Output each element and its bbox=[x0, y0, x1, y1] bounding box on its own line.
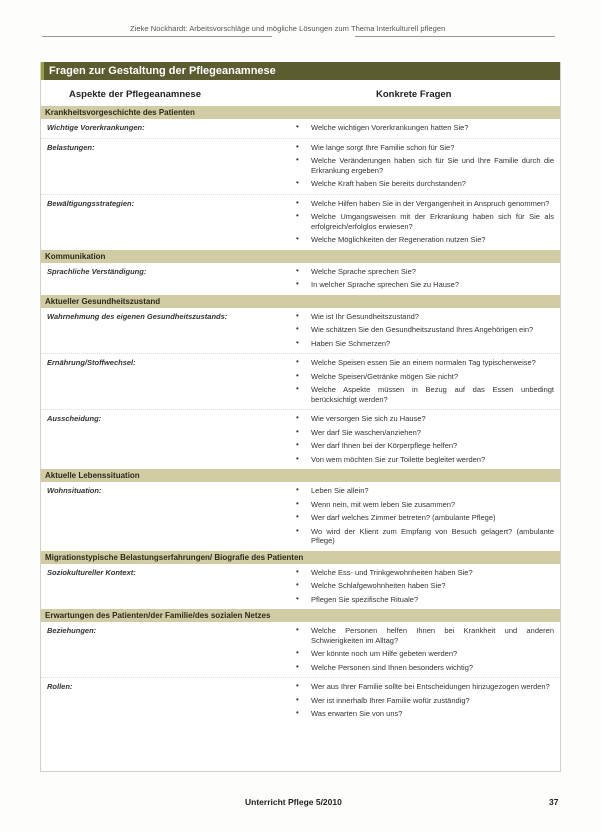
column-header-questions: Konkrete Fragen bbox=[376, 89, 452, 100]
section bbox=[41, 250, 560, 295]
table-row bbox=[41, 308, 560, 355]
page-number: 37 bbox=[549, 797, 559, 807]
question-item: • Wer darf welches Zimmer betreten? (ambulante Pflege) bbox=[291, 511, 554, 525]
aspect-label: Belastungen: bbox=[47, 142, 95, 152]
question-item: • Welche Hilfen haben Sie in der Vergangenheit in Anspruch genommen? bbox=[291, 197, 554, 211]
question-item: • Welche Aspekte müssen in Bezug auf das Essen unbedingt berücksichtigt werden? bbox=[291, 383, 554, 406]
table-row bbox=[41, 678, 560, 724]
table-row bbox=[41, 622, 560, 678]
question-item: • Welche Schlafgewohnheiten haben Sie? bbox=[291, 579, 554, 593]
section-heading: Kommunikation bbox=[41, 250, 560, 263]
question-item: • Wenn nein, mit wem leben Sie zusammen? bbox=[291, 498, 554, 512]
table-row bbox=[41, 354, 560, 410]
section bbox=[41, 295, 560, 470]
section-heading: Erwartungen des Patienten/der Familie/des sozialen Netzes bbox=[41, 609, 560, 622]
column-headers bbox=[41, 80, 560, 106]
table-row bbox=[41, 482, 560, 551]
question-item: • Wo wird der Klient zum Empfang von Besuch gelagert? (ambulante Pflege) bbox=[291, 525, 554, 548]
question-list bbox=[291, 678, 560, 724]
question-item: • Wie schätzen Sie den Gesundheitszustand Ihres Angehörigen ein? bbox=[291, 323, 554, 337]
question-item: • Was erwarten Sie von uns? bbox=[291, 707, 554, 721]
question-list bbox=[291, 263, 560, 295]
section bbox=[41, 106, 560, 250]
question-list bbox=[291, 195, 560, 250]
question-list bbox=[291, 119, 560, 138]
header-rule bbox=[42, 36, 272, 37]
question-list bbox=[291, 482, 560, 551]
question-list bbox=[291, 139, 560, 194]
question-item: • Welche Personen helfen Ihnen bei Krankheit und anderen Schwierigkeiten im Alltag? bbox=[291, 624, 554, 647]
header-rule bbox=[355, 36, 555, 37]
question-item: • Welche Speisen/Getränke mögen Sie nicht? bbox=[291, 370, 554, 384]
table-row bbox=[41, 195, 560, 250]
aspect-label: Ernährung/Stoffwechsel: bbox=[47, 358, 136, 367]
section-heading: Aktueller Gesundheitszustand bbox=[41, 295, 560, 308]
running-header: Zieke Nockhardt: Arbeitsvorschläge und mögliche Lösungen zum Thema Interkulturell pflegen bbox=[130, 24, 446, 33]
question-item: • Pflegen Sie spezifische Rituale? bbox=[291, 593, 554, 607]
aspect-label: Bewältigungsstrategien: bbox=[47, 198, 135, 208]
section-list bbox=[41, 106, 560, 724]
question-item: • Welche Personen sind Ihnen besonders wichtig? bbox=[291, 661, 554, 675]
question-item: • Wer darf Ihnen bei der Körperpflege helfen? bbox=[291, 439, 554, 453]
question-item: • Wie ist Ihr Gesundheitszustand? bbox=[291, 310, 554, 324]
question-item: • Wie lange sorgt Ihre Familie schon für Sie? bbox=[291, 141, 554, 155]
section-heading: Aktuelle Lebenssituation bbox=[41, 469, 560, 482]
question-item: • Welche wichtigen Vorerkrankungen hatten Sie? bbox=[291, 121, 554, 135]
question-list bbox=[291, 622, 560, 677]
footer-journal: Unterricht Pflege 5/2010 bbox=[245, 797, 342, 807]
question-list bbox=[291, 308, 560, 354]
table-row bbox=[41, 564, 560, 610]
question-item: • Wie versorgen Sie sich zu Hause? bbox=[291, 412, 554, 426]
aspect-label: Wahrnehmung des eigenen Gesundheitszustands: bbox=[47, 311, 228, 321]
question-list bbox=[291, 564, 560, 610]
question-item: • Wer darf Sie waschen/anziehen? bbox=[291, 426, 554, 440]
section bbox=[41, 551, 560, 610]
question-item: • In welcher Sprache sprechen Sie zu Hause? bbox=[291, 278, 554, 292]
question-item: • Welche Kraft haben Sie bereits durchstanden? bbox=[291, 177, 554, 191]
aspect-label: Beziehungen: bbox=[47, 626, 97, 635]
question-list bbox=[291, 354, 560, 409]
table-row bbox=[41, 263, 560, 295]
aspect-label: Sprachliche Verständigung: bbox=[47, 266, 147, 276]
question-item: • Haben Sie Schmerzen? bbox=[291, 337, 554, 351]
question-item: • Wer könnte noch um Hilfe gebeten werden? bbox=[291, 647, 554, 661]
table-row bbox=[41, 139, 560, 195]
section-heading: Krankheitsvorgeschichte des Patienten bbox=[41, 106, 560, 119]
question-item: • Wer ist innerhalb Ihrer Familie wofür zuständig? bbox=[291, 694, 554, 708]
card-title: Fragen zur Gestaltung der Pflegeanamnese bbox=[41, 62, 560, 80]
question-item: • Welche Veränderungen haben sich für Sie und Ihre Familie durch die Erkrankung ergeben? bbox=[291, 154, 554, 177]
question-list bbox=[291, 410, 560, 469]
section-heading: Migrationstypische Belastungserfahrungen/ Biografie des Patienten bbox=[41, 551, 560, 564]
question-item: • Leben Sie allein? bbox=[291, 484, 554, 498]
question-item: • Wer aus Ihrer Familie sollte bei Entscheidungen hinzugezogen werden? bbox=[291, 680, 554, 694]
question-item: • Welche Möglichkeiten der Regeneration nutzen Sie? bbox=[291, 233, 554, 247]
question-item: • Welche Sprache sprechen Sie? bbox=[291, 265, 554, 279]
aspect-label: Wichtige Vorerkrankungen: bbox=[47, 123, 145, 132]
question-card bbox=[40, 62, 561, 772]
table-row bbox=[41, 119, 560, 139]
column-header-aspects: Aspekte der Pflegeanamnese bbox=[69, 89, 202, 100]
section bbox=[41, 609, 560, 724]
aspect-label: Soziokultureller Kontext: bbox=[47, 567, 136, 577]
aspect-label: Rollen: bbox=[47, 682, 73, 691]
question-item: • Von wem möchten Sie zur Toilette begleitet werden? bbox=[291, 453, 554, 467]
table-row bbox=[41, 410, 560, 469]
aspect-label: Ausscheidung: bbox=[47, 414, 102, 423]
question-item: • Welche Ess- und Trinkgewohnheiten haben Sie? bbox=[291, 566, 554, 580]
question-item: • Welche Umgangsweisen mit der Erkrankung haben sich für Sie als erfolgreich/erfolglos erwiesen? bbox=[291, 210, 554, 233]
question-item: • Welche Speisen essen Sie an einem normalen Tag typischerweise? bbox=[291, 356, 554, 370]
aspect-label: Wohnsituation: bbox=[47, 486, 102, 495]
section bbox=[41, 469, 560, 551]
